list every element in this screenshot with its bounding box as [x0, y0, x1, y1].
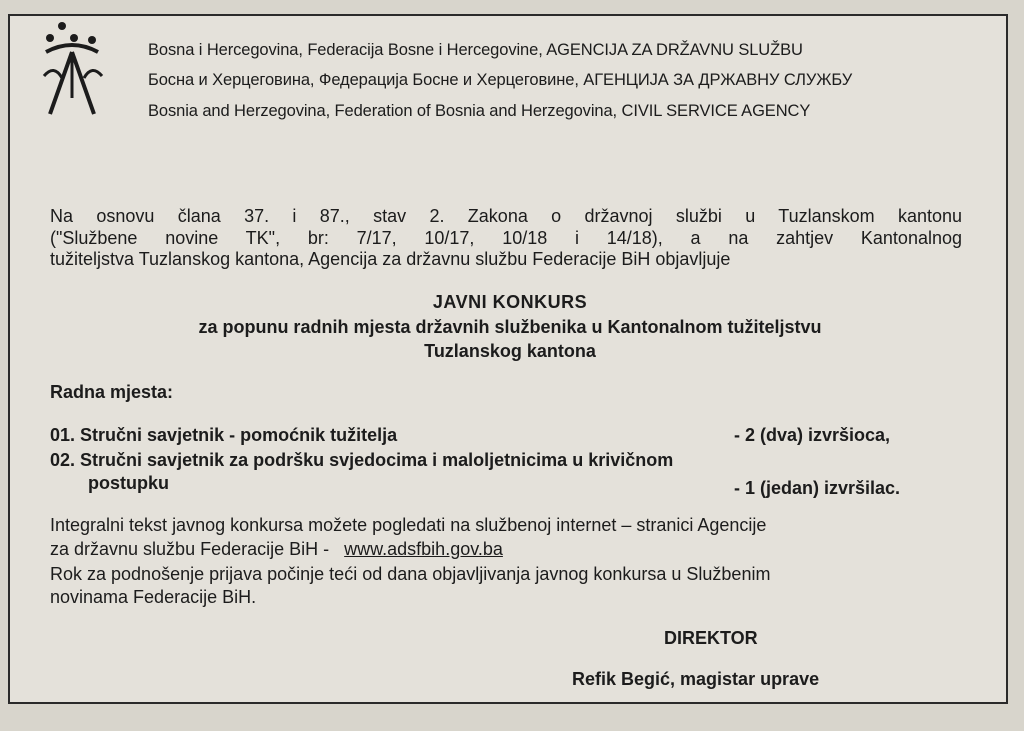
position-count: - 2 (dva) izvršioca, — [734, 425, 891, 445]
agency-website-link[interactable]: www.adsfbih.gov.ba — [344, 539, 503, 559]
signature-role: DIREKTOR — [664, 628, 758, 648]
header-line-english: Bosnia and Herzegovina, Federation of Bosnia and Herzegovina, CIVIL SERVICE AGENCY — [148, 102, 811, 120]
intro-line: tužiteljstva Tuzlanskog kantona, Agencija za državnu službu Federacije BiH objavljuje — [50, 249, 731, 269]
info-line: Rok za podnošenje prijava počinje teći od dana objavljivanja javnog konkursa u Službenim — [50, 564, 771, 584]
intro-line: Na osnovu člana 37. i 87., stav 2. Zakona o državnoj službi u Tuzlanskom kantonu — [50, 206, 962, 226]
info-line: Integralni tekst javnog konkursa možete pogledati na službenoj internet – stranici Agencije — [50, 515, 767, 535]
header-line-serbian: Босна и Херцеговина, Федерација Босне и Херцеговине, АГЕНЦИЈА ЗА ДРЖАВНУ СЛУЖБУ — [148, 71, 853, 89]
signature-name: Refik Begić, magistar uprave — [572, 669, 820, 689]
info-prefix: za državnu službu Federacije BiH - — [50, 539, 330, 559]
info-line — [50, 539, 503, 560]
public-notice — [8, 14, 1008, 704]
agency-logo-icon — [32, 18, 112, 118]
position-title-continued: postupku — [88, 473, 169, 493]
position-count: - 1 (jedan) izvršilac. — [734, 478, 901, 498]
intro-paragraph — [50, 206, 962, 271]
position-title: 01. Stručni savjetnik - pomoćnik tužitelja — [50, 425, 398, 445]
info-line: novinama Federacije BiH. — [50, 587, 257, 607]
intro-line: ("Službene novine TK", br: 7/17, 10/17, 10/18 i 14/18), a na zahtjev Kantonalnog — [50, 227, 962, 248]
notice-subtitle-line: Tuzlanskog kantona — [424, 341, 596, 361]
notice-title: JAVNI KONKURS — [432, 292, 588, 312]
position-title: 02. Stručni savjetnik za podršku svjedocima i maloljetnicima u krivičnom — [50, 450, 674, 470]
header-line-bosnian: Bosna i Hercegovina, Federacija Bosne i Hercegovine, AGENCIJA ZA DRŽAVNU SLUŽBU — [148, 41, 803, 59]
positions-heading: Radna mjesta: — [50, 382, 174, 402]
notice-subtitle-line: za popunu radnih mjesta državnih službenika u Kantonalnom tužiteljstvu — [198, 317, 822, 337]
